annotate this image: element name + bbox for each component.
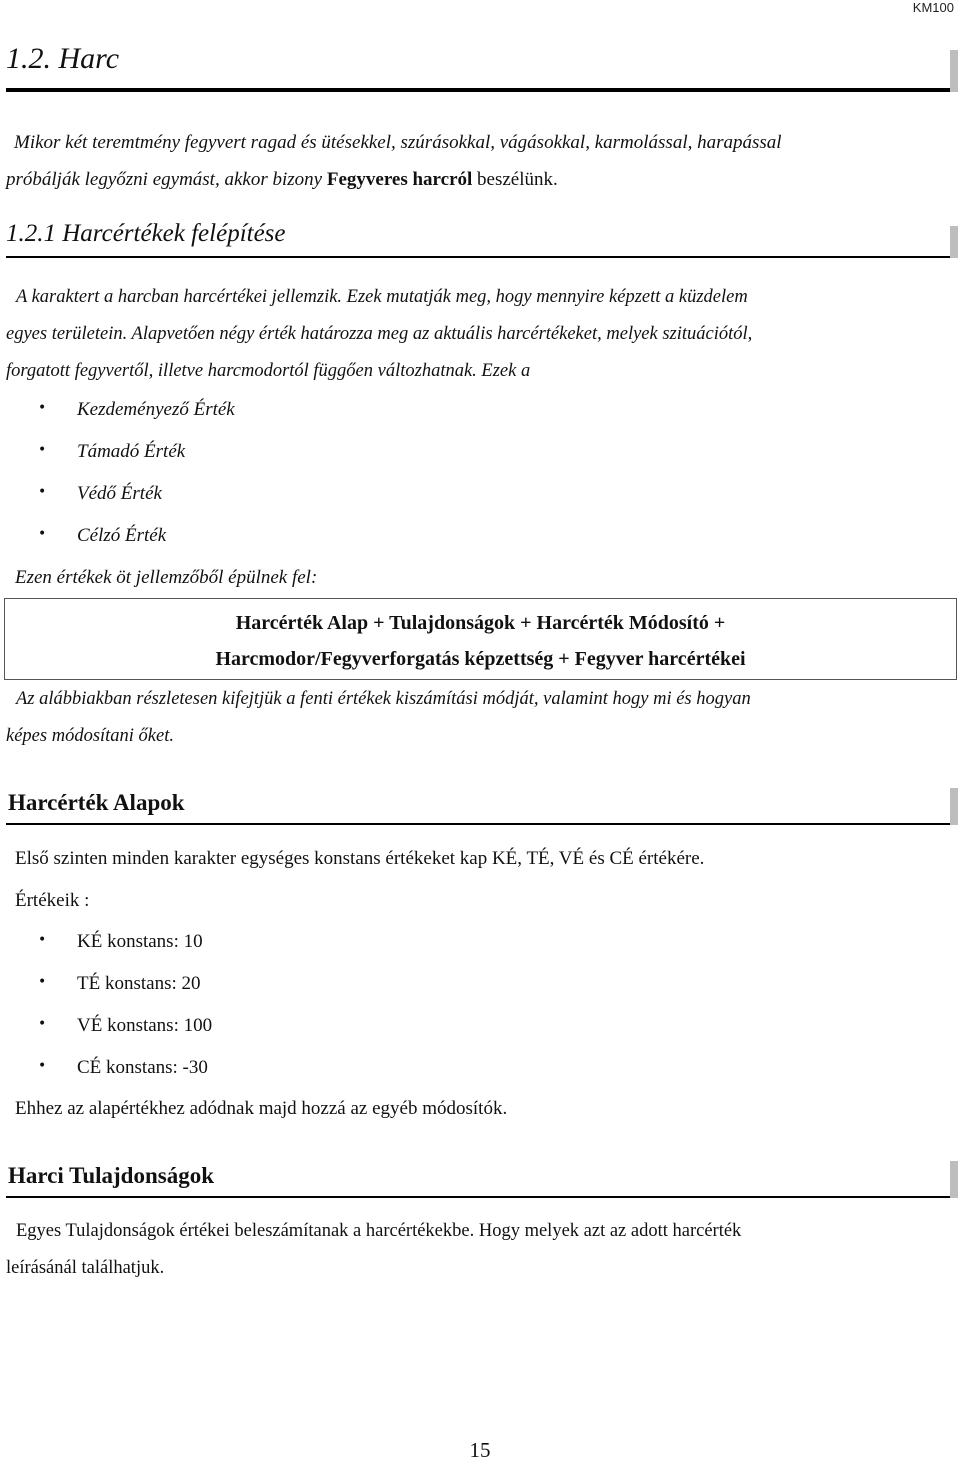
section-title-rule	[6, 88, 950, 92]
list-bullet: •	[38, 1058, 47, 1074]
alapok-item-te: TÉ konstans: 20	[77, 973, 201, 994]
subsection-rule-shadow	[950, 226, 958, 258]
tulajdonsagok-line-2: leírásánál találhatjuk.	[6, 1258, 165, 1278]
intro-line-1: Mikor két teremtmény fegyvert ragad és ütésekkel, szúrásokkal, vágásokkal, karmolással, harapással	[14, 132, 782, 153]
list-bullet: •	[38, 1016, 47, 1032]
para1-line-1: A karaktert a harcban harcértékei jellemzik. Ezek mutatják meg, hogy mennyire képzett a küzdelem	[16, 287, 748, 307]
formula-box	[4, 598, 957, 680]
list-bullet: •	[38, 974, 47, 990]
intro-bold-term: Fegyveres harcról	[326, 169, 473, 190]
list-bullet: •	[38, 484, 47, 500]
value-item-ve: Védő Érték	[77, 483, 162, 504]
alapok-text: Első szinten minden karakter egységes konstans értékeket kap KÉ, TÉ, VÉ és CÉ értékére.	[15, 848, 705, 869]
alapok-heading-rule	[6, 823, 950, 825]
para1-line-3: forgatott fegyvertől, illetve harcmodortól függően változhatnak. Ezek a	[6, 361, 531, 381]
alapok-footer: Ehhez az alapértékhez adódnak majd hozzá az egyéb módosítók.	[15, 1098, 508, 1119]
intro-line-2-pre: próbálják legyőzni egymást, akkor bizony	[6, 169, 327, 190]
subsection-title: 1.2.1 Harcértékek felépítése	[6, 220, 286, 247]
value-item-ke: Kezdeményező Érték	[77, 399, 235, 420]
para2-line-2: képes módosítani őket.	[6, 726, 174, 746]
alapok-item-ce: CÉ konstans: -30	[77, 1057, 208, 1078]
values-intro: Ezen értékek öt jellemzőből épülnek fel:	[15, 567, 318, 588]
list-bullet: •	[38, 526, 47, 542]
page-number: 15	[469, 1438, 491, 1462]
tulajdonsagok-line-1: Egyes Tulajdonságok értékei beleszámítanak a harcértékekbe. Hogy melyek azt az adott harcérték	[16, 1221, 742, 1241]
tulajdonsagok-heading-rule-shadow	[950, 1161, 958, 1198]
para1-line-2: egyes területein. Alapvetően négy érték határozza meg az aktuális harcértékeket, melyek szituációtól,	[6, 324, 753, 344]
list-bullet: •	[38, 400, 47, 416]
section-title: 1.2. Harc	[6, 42, 120, 75]
alapok-item-ve: VÉ konstans: 100	[77, 1015, 213, 1036]
value-item-ce: Célzó Érték	[77, 525, 167, 546]
document-code: KM100	[912, 0, 954, 15]
alapok-label: Értékeik :	[15, 890, 90, 911]
tulajdonsagok-heading: Harci Tulajdonságok	[8, 1163, 215, 1188]
formula-line-1: Harcérték Alap + Tulajdonságok + Harcérték Módosító +	[235, 612, 726, 634]
intro-line-2	[6, 161, 950, 198]
para2-line-1: Az alábbiakban részletesen kifejtjük a fenti értékek kiszámítási módját, valamint hogy mi és hogyan	[16, 689, 751, 709]
alapok-heading-rule-shadow	[950, 788, 958, 825]
formula-line-2: Harcmodor/Fegyverforgatás képzettség + Fegyver harcértékei	[215, 648, 746, 670]
alapok-heading: Harcérték Alapok	[8, 790, 185, 815]
section-title-rule-shadow	[950, 50, 958, 92]
list-bullet: •	[38, 932, 47, 948]
intro-line-2-post: beszélünk.	[472, 169, 558, 190]
alapok-item-ke: KÉ konstans: 10	[77, 931, 203, 952]
value-item-te: Támadó Érték	[77, 441, 186, 462]
subsection-rule	[6, 256, 950, 258]
tulajdonsagok-heading-rule	[6, 1196, 950, 1198]
list-bullet: •	[38, 442, 47, 458]
